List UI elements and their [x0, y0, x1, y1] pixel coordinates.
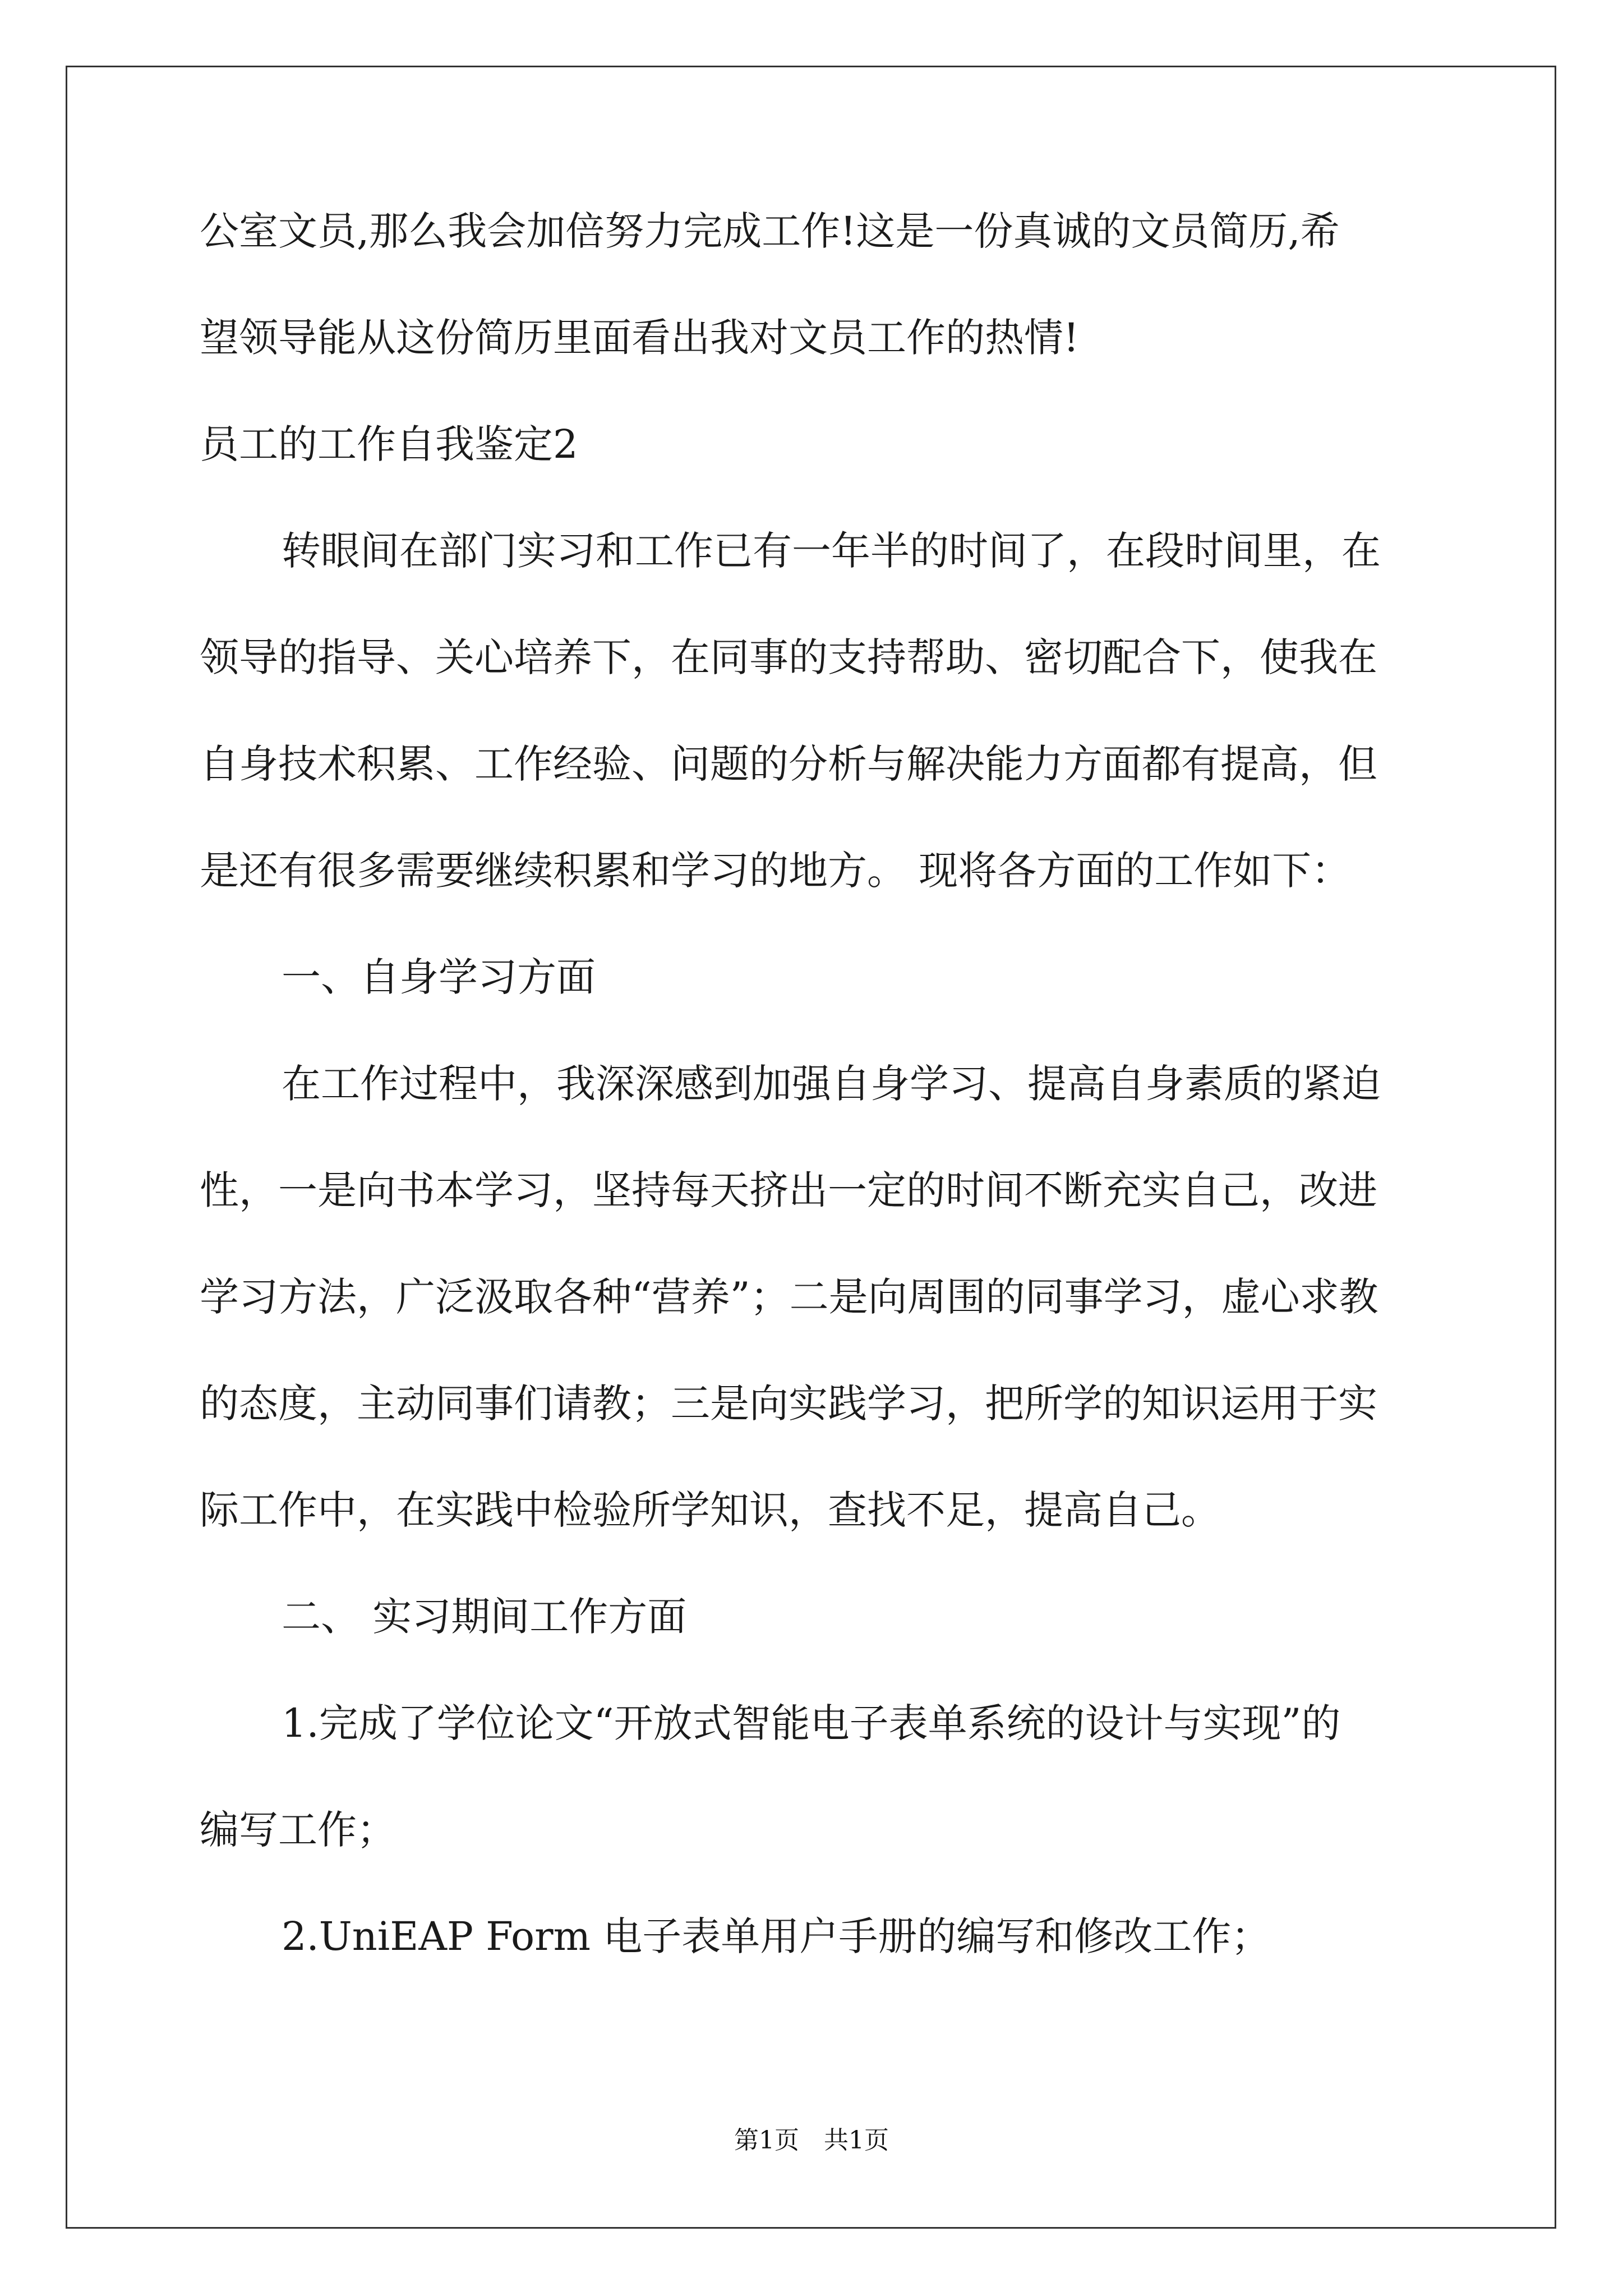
paragraph-line: 领导的指导、关心培养下，在同事的支持帮助、密切配合下，使我在 — [200, 634, 1377, 680]
paragraph-line: 的态度，主动同事们请教；三是向实践学习，把所学的知识运用于实 — [200, 1381, 1377, 1427]
list-item: 2.UniEAP Form 电子表单用户手册的编写和修改工作； — [282, 1913, 1271, 1959]
paragraph-line: 学习方法，广泛汲取各种“营养”；二是向周围的同事学习，虚心求教 — [200, 1274, 1378, 1320]
subsection-heading: 一、自身学习方面 — [282, 954, 596, 1000]
paragraph-line: 自身技术积累、工作经验、问题的分析与解决能力方面都有提高，但 — [200, 741, 1377, 787]
list-item-continuation: 编写工作； — [200, 1807, 396, 1853]
paragraph-line: 在工作过程中，我深深感到加强自身学习、提高自身素质的紧迫 — [282, 1061, 1381, 1107]
page-border — [66, 66, 1556, 2229]
paragraph-line: 转眼间在部门实习和工作已有一年半的时间了，在段时间里，在 — [282, 528, 1381, 574]
subsection-heading: 二、 实习期间工作方面 — [282, 1594, 687, 1640]
paragraph-line: 公室文员,那么我会加倍努力完成工作!这是一份真诚的文员简历,希 — [200, 208, 1340, 254]
paragraph-line: 际工作中，在实践中检验所学知识，查找不足，提高自己。 — [200, 1487, 1220, 1533]
page-number: 第1页 共1页 — [734, 2126, 889, 2155]
paragraph-line: 性，一是向书本学习，坚持每天挤出一定的时间不断充实自己，改进 — [200, 1167, 1377, 1213]
paragraph-line: 望领导能从这份简历里面看出我对文员工作的热情! — [200, 315, 1080, 361]
section-title: 员工的工作自我鉴定2 — [200, 421, 578, 467]
paragraph-line: 是还有很多需要继续积累和学习的地方。 现将各方面的工作如下： — [200, 848, 1351, 894]
list-item: 1.完成了学位论文“开放式智能电子表单系统的设计与实现”的 — [282, 1700, 1341, 1746]
